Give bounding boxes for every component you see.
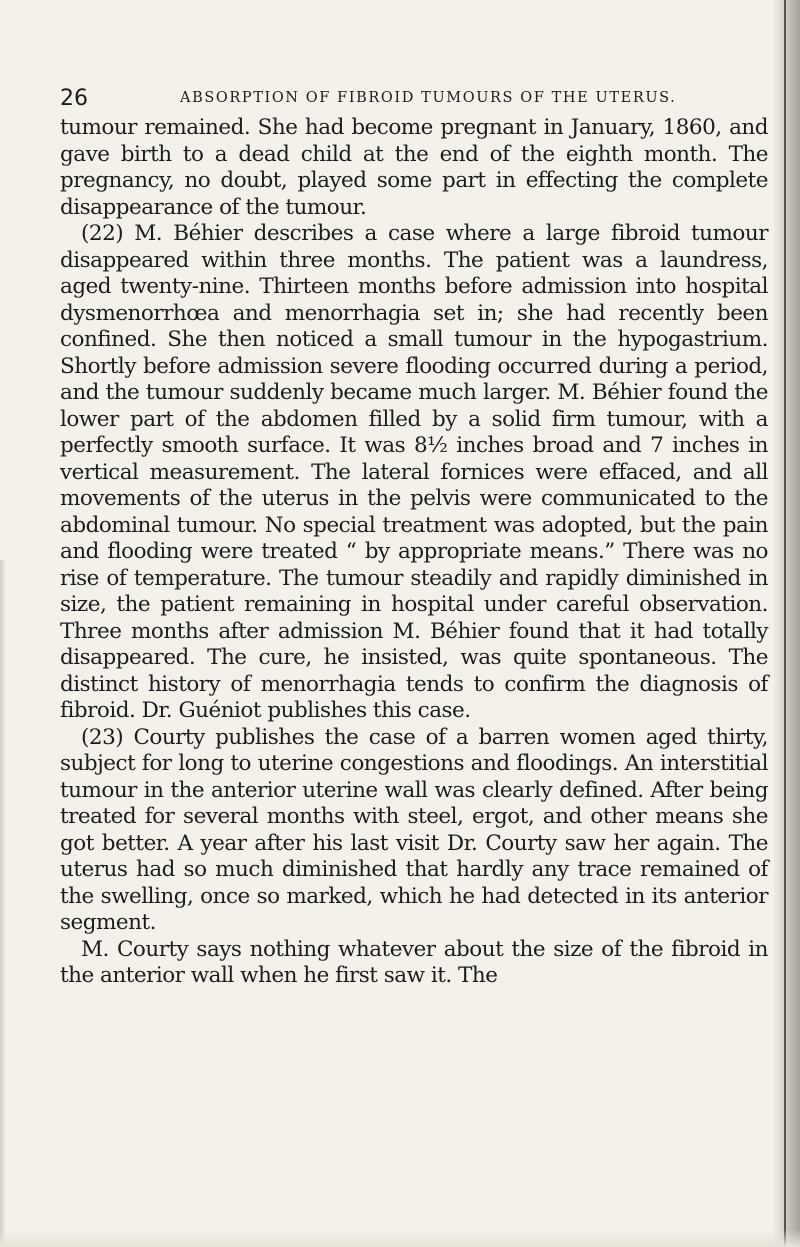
page-edge-bottom <box>0 1229 800 1247</box>
page-shadow-left <box>0 560 6 1247</box>
running-title: ABSORPTION OF FIBROID TUMOURS OF THE UTERUS. <box>180 90 677 106</box>
paragraph-case-22: (22) M. Béhier describes a case where a large fibroid tumour disappeared within three months. The patient was a laundress, aged twenty-nine. Thirteen months before admission into hospital dysmenorrhœa and menorrhagia set in; she had recently been confined. She then noticed a small tumour in the hypogastrium. Shortly before admission severe flooding occurred during a period, and the tumour suddenly became much larger. M. Béhier found the lower part of the abdomen filled by a solid firm tumour, with a perfectly smooth surface. It was 8½ inches broad and 7 inches in vertical measurement. The lateral fornices were effaced, and all movements of the uterus in the pelvis were communicated to the abdominal tumour. No special treatment was adopted, but the pain and flooding were treated “ by appropriate means.” There was no rise of temperature. The tumour steadily and rapidly diminished in size, the patient remaining in hospital under careful observation. Three months after admission M. Béhier found that it had totally disappeared. The cure, he insisted, was quite spontaneous. The distinct history of menorrhagia tends to confirm the diagnosis of fibroid. Dr. Guéniot publishes this case. <box>60 221 768 723</box>
page-edge-right <box>774 0 800 1247</box>
paragraph-courty-remark: M. Courty says nothing whatever about the size of the fibroid in the anterior wall when he first saw it. The <box>60 936 768 988</box>
paragraph-continuation: tumour remained. She had become pregnant in January, 1860, and gave birth to a dead child at the end of the eighth month. The pregnancy, no doubt, played some part in effecting the complete disappearance of the tumour. <box>60 115 768 220</box>
page-number: 26 <box>60 86 88 111</box>
paragraph-case-23: (23) Courty publishes the case of a barren women aged thirty, subject for long to uterine congestions and floodings. An interstitial tumour in the anterior uterine wall was clearly defined. After being treated for several months with steel, ergot, and other means she got better. A year after his last visit Dr. Courty saw her again. The uterus had so much diminished that hardly any trace remained of the swelling, once so marked, which he had detected in its anterior segment. <box>60 724 768 935</box>
page-header <box>60 86 760 116</box>
body-text <box>60 115 768 990</box>
